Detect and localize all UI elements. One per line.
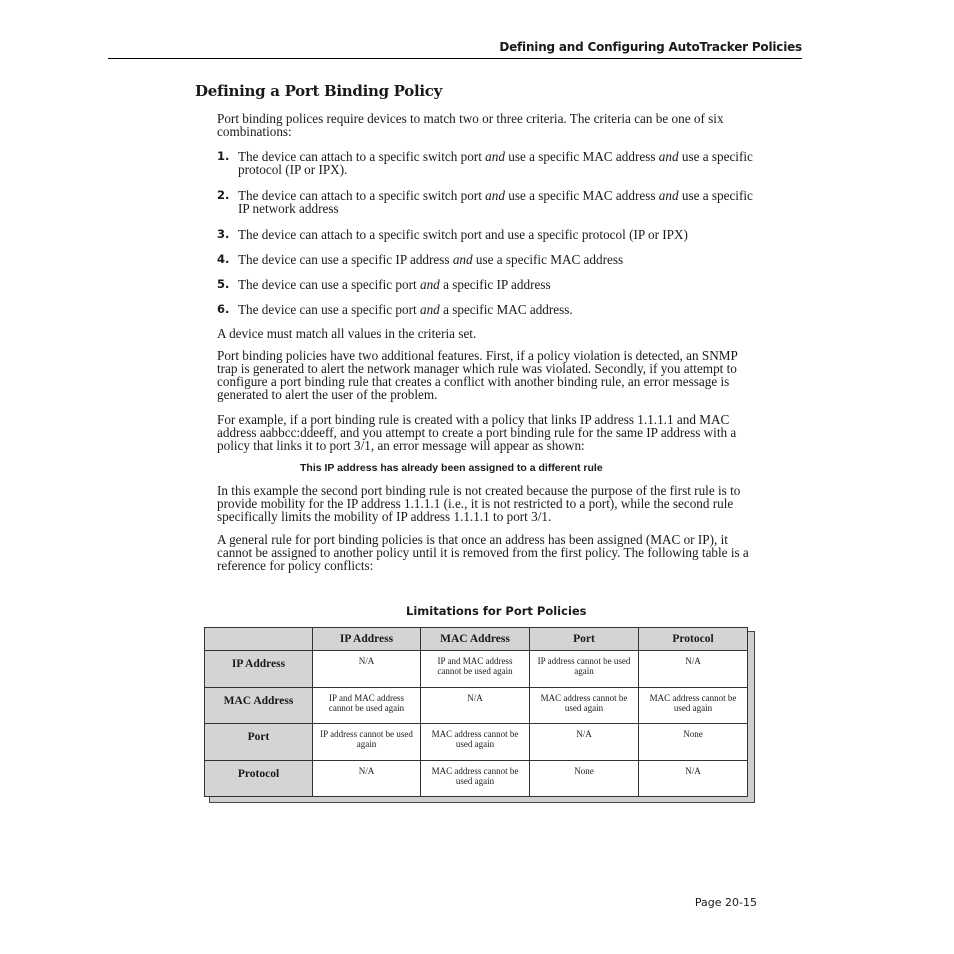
row-header: Port [205,724,313,761]
table-cell: N/A [639,760,748,797]
running-header: Defining and Configuring AutoTracker Policies [499,40,802,54]
table-title: Limitations for Port Policies [406,604,587,618]
table-row [205,687,748,724]
list-text: The device can use a specific port and a specific MAC address. [238,302,573,317]
section-title: Defining a Port Binding Policy [195,82,443,100]
list-number: 1. [217,149,230,163]
table-cell: None [530,760,639,797]
column-header: Port [530,628,639,651]
table-cell: IP address cannot be used again [313,724,421,761]
list-text: The device can use a specific port and a specific IP address [238,277,551,292]
table-cell: MAC address cannot be used again [530,687,639,724]
row-header: MAC Address [205,687,313,724]
table-cell: IP address cannot be used again [530,651,639,688]
table-cell: MAC address cannot be used again [421,760,530,797]
list-number: 4. [217,252,230,266]
table-cell: IP and MAC address cannot be used again [313,687,421,724]
page-number: Page 20-15 [694,896,757,909]
match-paragraph: A device must match all values in the criteria set. [217,326,477,341]
limitations-table [204,627,748,797]
table-cell: N/A [639,651,748,688]
table-row [205,651,748,688]
column-header: MAC Address [421,628,530,651]
list-text: The device can attach to a specific switch port and use a specific MAC address and use a specific IP network address [238,188,753,216]
list-number: 6. [217,302,230,316]
table-cell: N/A [421,687,530,724]
column-header: IP Address [313,628,421,651]
list-number: 5. [217,277,230,291]
table-cell: None [639,724,748,761]
list-text: The device can attach to a specific switch port and use a specific MAC address and use a specific protocol (IP or IPX). [238,149,753,177]
example-paragraph: For example, if a port binding rule is created with a policy that links IP address 1.1.1.1 and MAC address aabbcc:ddeeff, and you attempt to create a port binding rule for the same IP address with a policy that links it to port 3/1, an error message will appear as shown: [217,412,737,453]
list-number: 2. [217,188,230,202]
error-message: This IP address has already been assigned to a different rule [300,462,603,474]
header-rule [108,58,802,59]
table-cell: IP and MAC address cannot be used again [421,651,530,688]
row-header: Protocol [205,760,313,797]
list-text: The device can use a specific IP address and use a specific MAC address [238,252,624,267]
general-paragraph: A general rule for port binding policies is that once an address has been assigned (MAC or IP), it cannot be assigned to another policy until it is removed from the first policy. The following table is a reference for policy conflicts: [217,532,749,573]
list-number: 3. [217,227,230,241]
corner-cell [205,628,313,651]
table-row [205,724,748,761]
table-cell: N/A [530,724,639,761]
table-cell: MAC address cannot be used again [421,724,530,761]
list-text: The device can attach to a specific switch port and use a specific protocol (IP or IPX) [238,227,688,242]
table-cell: MAC address cannot be used again [639,687,748,724]
explain-paragraph: In this example the second port binding rule is not created because the purpose of the first rule is to provide mobility for the IP address 1.1.1.1 (i.e., it is not restricted to a port), while the second rule specifically limits the mobility of IP address 1.1.1.1 to port 3/1. [217,483,741,524]
row-header: IP Address [205,651,313,688]
table-cell: N/A [313,760,421,797]
column-header: Protocol [639,628,748,651]
intro-paragraph: Port binding polices require devices to match two or three criteria. The criteria can be one of six combinations: [217,111,724,139]
table-cell: N/A [313,651,421,688]
table-row [205,760,748,797]
table-header-row [205,628,748,651]
features-paragraph: Port binding policies have two additional features. First, if a policy violation is detected, an SNMP trap is generated to alert the network manager which rule was violated. Secondly, if you attempt to configure a port binding rule that creates a conflict with another binding rule, an error message is generated to alert the user of the problem. [217,348,738,402]
